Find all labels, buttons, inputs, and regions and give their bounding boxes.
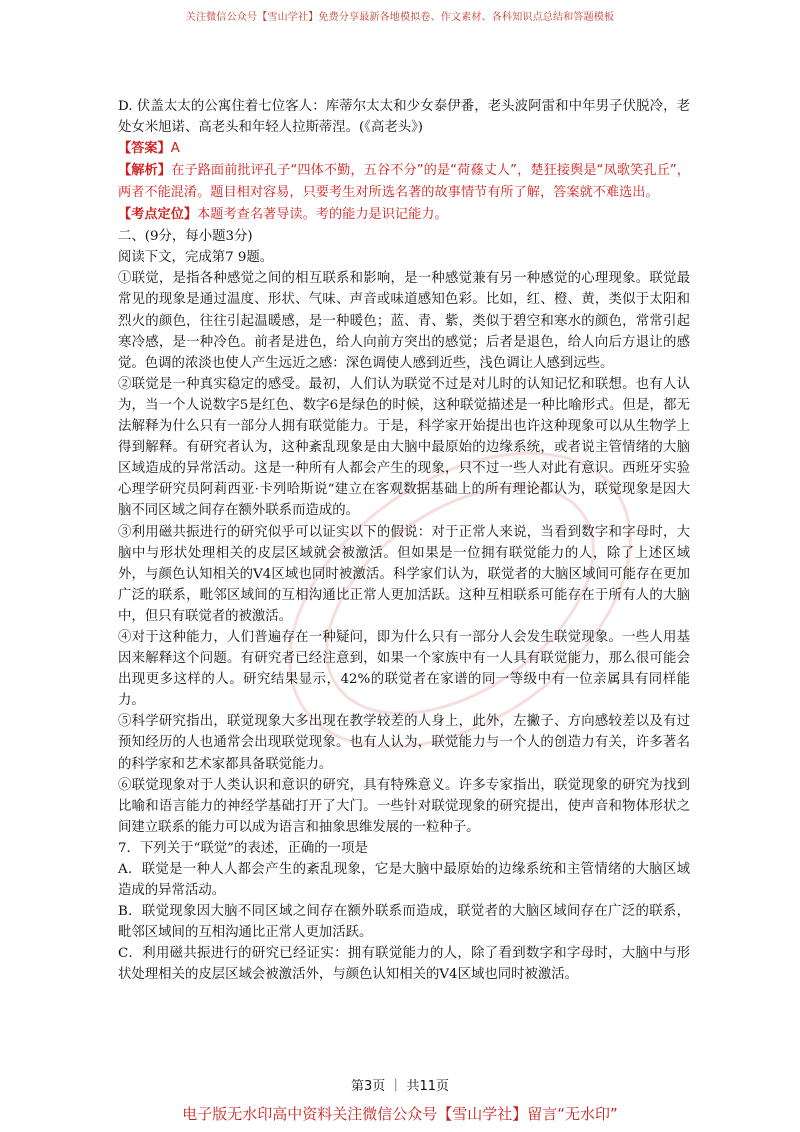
section-title: 二、(9分，每小题3分) — [118, 229, 253, 245]
focus-text: 本题考查名著导读。考的能力是识记能力。 — [197, 207, 448, 223]
answer-line — [118, 138, 690, 160]
analysis-tag: 【解析】 — [118, 163, 172, 179]
question-7-option-a: A．联觉是一种人人都会产生的紊乱现象，它是大脑中最原始的边缘系统和主管情绪的大脑区域造成的异常活动。 — [118, 862, 690, 899]
paragraph-4: ④对于这种能力，人们普遍存在一种疑问，即为什么只有一部分人会发生联觉现象。一些人用基因来解释这个问题。有研究者已经注意到，如果一个家族中有一人具有联觉能力，那么很可能会出现更多这样的人。研究结果显示，42%的联觉者在家谱的同一等级中有一位亲属具有同样能力。 — [118, 629, 690, 709]
top-banner: 关注微信公众号【雪山学社】免费分享最新各地模拟卷、作文素材、各科知识点总结和答题模板 — [185, 12, 615, 23]
question-7-option-c: C．利用磁共振进行的研究已经证实：拥有联觉能力的人，除了看到数字和字母时，大脑中与形状处理相关的皮层区域会被激活外，与颜色认知相关的V4区域也同时被激活。 — [118, 946, 690, 983]
document-body — [118, 96, 690, 986]
question-7-option-b: B．联觉现象因大脑不同区域之间存在额外联系而造成，联觉者的大脑区域间存在广泛的联系，毗邻区域间的互相沟通比正常人更加活跃。 — [118, 904, 690, 941]
option-d: D. 伏盖太太的公寓住着七位客人：库蒂尔太太和少女泰伊番，老头波阿雷和中年男子伏脱冷，老处女米旭诺、高老头和年轻人拉斯蒂涅。(《高老头》) — [118, 99, 690, 136]
paragraph-2: ②联觉是一种真实稳定的感受。最初，人们认为联觉不过是对儿时的认知记忆和联想。也有人认为，当一个人说数字5是红色、数字6是绿色的时候，这种联觉描述是一种比喻形式。但是，都无法解释为什么只有一部分人拥有联觉能力。于是，科学家开始提出也许这种现象可以从生物学上得到解释。有研究者认为，这种紊乱现象是由大脑中最原始的边缘系统，或者说主管情绪的大脑区域造成的异常活动。这是一种所有人都会产生的现象，只不过一些人对此有意识。西班牙实验心理学研究员阿莉西亚·卡列哈斯说“建立在客观数据基础上的所有理论都认为，联觉现象是因大脑不同区域之间存在额外联系而造成的。 — [118, 376, 690, 519]
answer-value: A — [170, 141, 180, 157]
bottom-banner: 电子版无水印高中资料关注微信公众号【雪山学社】留言“无水印” — [182, 1105, 618, 1123]
question-7: 7．下列关于“联觉”的表述，正确的一项是 — [118, 840, 368, 856]
answer-tag: 【答案】 — [118, 141, 171, 157]
analysis-line — [118, 160, 690, 204]
focus-tag: 【考点定位】 — [118, 207, 198, 223]
paragraph-1: ①联觉，是指各种感觉之间的相互联系和影响，是一种感觉兼有另一种感觉的心理现象。联觉最常见的现象是通过温度、形状、气味、声音或味道感知色彩。比如，红、橙、黄，类似于太阳和烈火的颜色，往往引起温暖感，是一种暖色；蓝、青、紫，类似于碧空和寒水的颜色，常常引起寒冷感，是一种冷色。前者是进色，给人向前方突出的感觉；后者是退色，给人向后方退让的感觉。色调的浓淡也使人产生远近之感：深色调使人感到近些，浅色调让人感到远些。 — [118, 271, 690, 371]
analysis-text: 在子路面前批评孔子“四体不勤，五谷不分”的是“荷蓧丈人”，楚狂接舆是“凤歌笑孔丘”，两者不能混淆。题目相对容易，只要考生对所选名著的故事情节有所了解，答案就不难选出。 — [118, 163, 690, 201]
paragraph-3: ③利用磁共振进行的研究似乎可以证实以下的假说：对于正常人来说，当看到数字和字母时，大脑中与形状处理相关的皮层区域就会被激活。但如果是一位拥有联觉能力的人，除了上述区域外，与颜色认知相关的V4区域也同时被激活。科学家们认为，联觉者的大脑区域间可能存在更加广泛的联系，毗邻区域间的互相沟通比正常人更加活跃。这种互相联系可能存在于所有人的大脑中，但只有联觉者的被激活。 — [118, 524, 690, 624]
instruction: 阅读下文，完成第7 9题。 — [118, 250, 274, 266]
paragraph-5: ⑤科学研究指出，联觉现象大多出现在教学较差的人身上，此外，左撇子、方向感较差以及有过预知经历的人也通常会出现联觉现象。也有人认为，联觉能力与一个人的创造力有关，许多著名的科学家和艺术家都具备联觉能力。 — [118, 714, 690, 772]
paragraph-6: ⑥联觉现象对于人类认识和意识的研究，具有特殊意义。许多专家指出，联觉现象的研究为找到比喻和语言能力的神经学基础打开了大门。一些针对联觉现象的研究提出，使声音和物体形状之间建立联系的能力可以成为语言和抽象思维发展的一粒种子。 — [118, 777, 690, 835]
page-number: 第3页 ｜ 共11页 — [350, 1079, 450, 1094]
focus-line — [118, 204, 690, 226]
